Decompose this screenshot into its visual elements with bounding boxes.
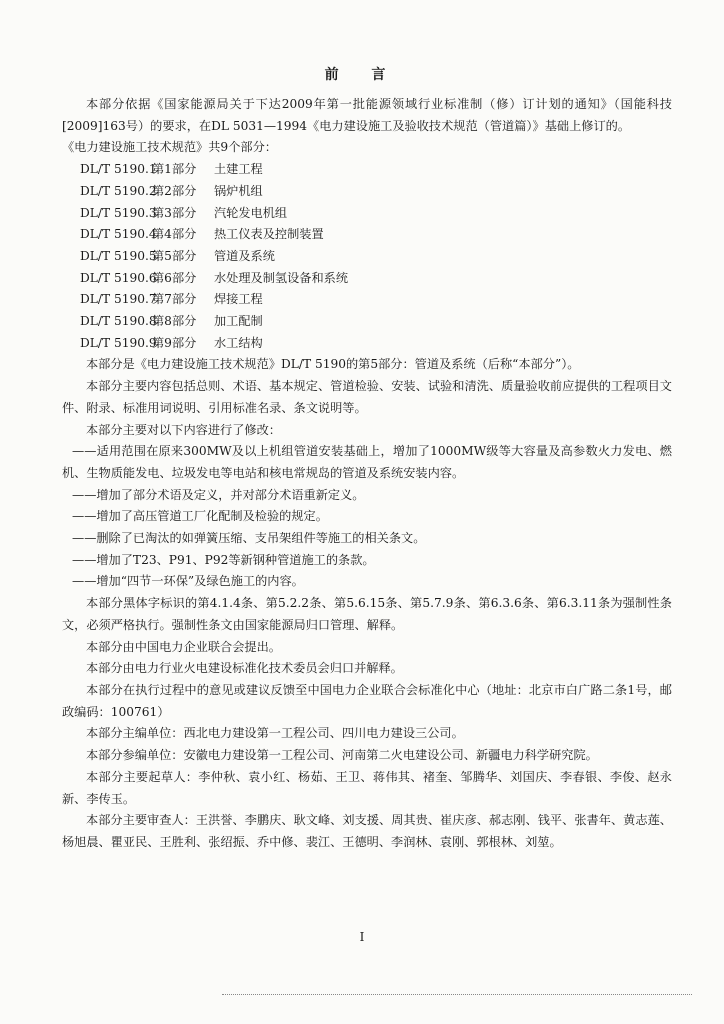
mandatory-paragraph: 本部分黑体字标识的第4.1.4条、第5.2.2条、第5.6.15条、第5.7.9条、第6.3.6条、第6.3.11条为强制性条文，必须严格执行。强制性条文由国家能源局归口管理、解释。 [62, 596, 672, 632]
participating-units-paragraph: 本部分参编单位：安徽电力建设第一工程公司、河南第二火电建设公司、新疆电力科学研究院。 [86, 748, 598, 763]
feedback-paragraph: 本部分在执行过程中的意见或建议反馈至中国电力企业联合会标准化中心（地址：北京市白广路二条1号，邮政编码：100761） [62, 682, 672, 719]
reviewers-paragraph: 本部分主要审查人：王洪誉、李鹏庆、耿文峰、刘支援、周其贵、崔庆彦、郝志刚、钱平、张書年、黄志莲、杨旭晨、瞿亚民、王胜利、张绍振、乔中修、裴江、王德明、李润林、袁刚、郭根林、刘堃。 [62, 813, 672, 849]
list-item: DL/T 5190.6第6部分 水处理及制氢设备和系统 [80, 270, 349, 285]
page-number: I [359, 930, 365, 944]
intro-paragraph: 本部分依据《国家能源局关于下达2009年第一批能源领域行业标准制（修）订计划的通知》（国能科技[2009]163号）的要求，在DL 5031—1994《电力建设施工及验收技术规范（管道篇）》基础上修订的。 [62, 97, 672, 133]
revision-item: ——增加了部分术语及定义，并对部分术语重新定义。 [72, 487, 365, 502]
responsible-paragraph: 本部分由电力行业火电建设标准化技术委员会归口并解释。 [86, 661, 403, 676]
list-item: DL/T 5190.8第8部分 加工配制 [80, 314, 263, 329]
list-item: DL/T 5190.7第7部分 焊接工程 [80, 292, 263, 307]
revision-item: ——删除了已淘汰的如弹簧压缩、支吊架组件等施工的相关条文。 [72, 531, 426, 546]
list-item: DL/T 5190.2第2部分 锅炉机组 [80, 183, 263, 198]
revision-item: ——增加“四节一环保”及绿色施工的内容。 [72, 574, 304, 589]
series-intro: 《电力建设施工技术规范》共9个部分： [62, 140, 277, 155]
chief-units-paragraph: 本部分主编单位：西北电力建设第一工程公司、四川电力建设三公司。 [86, 726, 464, 741]
page-title: 前 言 [324, 67, 400, 83]
parts-list [62, 159, 672, 354]
list-item: DL/T 5190.1第1部分 土建工程 [80, 162, 263, 177]
list-item: DL/T 5190.4第4部分 热工仪表及控制装置 [80, 227, 324, 242]
list-item: DL/T 5190.9第9部分 水工结构 [80, 335, 263, 350]
list-item: DL/T 5190.3第3部分 汽轮发电机组 [80, 205, 288, 220]
proposer-paragraph: 本部分由中国电力企业联合会提出。 [86, 639, 281, 654]
this-part-paragraph: 本部分是《电力建设施工技术规范》DL/T 5190的第5部分：管道及系统（后称“本部分”）。 [86, 357, 580, 372]
revisions-intro: 本部分主要对以下内容进行了修改： [86, 422, 281, 437]
divider [222, 994, 692, 995]
revision-item: ——增加了高压管道工厂化配制及检验的规定。 [72, 509, 328, 524]
document-body [62, 94, 672, 854]
drafters-paragraph: 本部分主要起草人：李仲秋、袁小红、杨茹、王卫、蒋伟其、褚奎、邹腾华、刘国庆、李春银、李俊、赵永新、李传玉。 [62, 769, 672, 806]
content-paragraph: 本部分主要内容包括总则、术语、基本规定、管道检验、安装、试验和清洗、质量验收前应提供的工程项目文件、附录、标准用词说明、引用标准名录、条文说明等。 [62, 379, 672, 415]
revision-item: ——适用范围在原来300MW及以上机组管道安装基础上，增加了1000MW级等大容量及高参数火力发电、燃机、生物质能发电、垃圾发电等电站和核电常规岛的管道及系统安装内容。 [62, 444, 672, 480]
revision-item: ——增加了T23、P91、P92等新钢种管道施工的条款。 [72, 552, 375, 567]
list-item: DL/T 5190.5第5部分 管道及系统 [80, 248, 275, 263]
